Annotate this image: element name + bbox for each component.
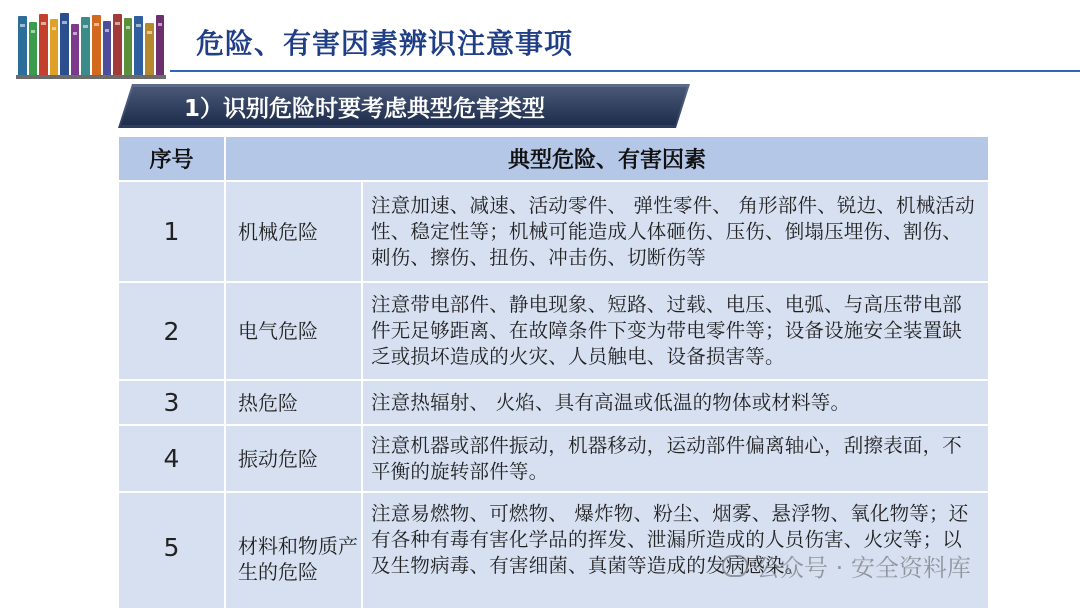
row-number: 5	[118, 492, 225, 608]
book-spine	[18, 16, 27, 76]
book-spine	[134, 16, 143, 76]
watermark	[722, 548, 971, 583]
row-number: 1	[118, 181, 225, 282]
table-row	[118, 425, 989, 492]
hazard-name: 材料和物质产生的危险	[225, 492, 362, 608]
table-row	[118, 181, 989, 282]
hazard-name: 电气危险	[225, 282, 362, 380]
table-row	[118, 282, 989, 380]
book-spine	[81, 17, 90, 76]
section-title: 1）识别危险时要考虑典型危害类型	[184, 96, 546, 122]
wechat-icon	[722, 555, 748, 577]
book-spine	[103, 21, 112, 76]
row-number: 4	[118, 425, 225, 492]
bookshelf-logo	[18, 12, 164, 76]
section-banner	[118, 84, 690, 128]
book-spine	[60, 13, 69, 76]
header-factors: 典型危险、有害因素	[225, 136, 989, 181]
table-header-row	[118, 136, 989, 181]
book-spine	[50, 19, 59, 76]
book-spine	[156, 15, 165, 76]
shelf	[16, 75, 166, 79]
hazard-description: 注意带电部件、静电现象、短路、过载、电压、电弧、与高压带电部件无足够距离、在故障条件下变为带电零件等；设备设施安全装置缺乏或损坏造成的火灾、人员触电、设备损害等。	[362, 282, 989, 380]
book-spine	[71, 24, 80, 76]
book-spine	[92, 15, 101, 76]
page-title: 危险、有害因素辨识注意事项	[196, 27, 574, 60]
hazard-name: 热危险	[225, 380, 362, 425]
row-number: 2	[118, 282, 225, 380]
hazard-name: 振动危险	[225, 425, 362, 492]
row-number: 3	[118, 380, 225, 425]
hazard-name: 机械危险	[225, 181, 362, 282]
header-no: 序号	[118, 136, 225, 181]
book-spine	[113, 14, 122, 76]
book-spine	[39, 14, 48, 76]
watermark-text: 公众号 · 安全资料库	[756, 554, 971, 582]
hazard-description: 注意热辐射、 火焰、具有高温或低温的物体或材料等。	[362, 380, 989, 425]
title-divider	[170, 70, 1080, 72]
table-row	[118, 380, 989, 425]
book-spine	[29, 22, 38, 76]
hazard-table	[117, 135, 990, 608]
book-spine	[145, 23, 154, 76]
book-spine	[124, 18, 133, 76]
hazard-description: 注意易燃物、可燃物、 爆炸物、粉尘、烟雾、悬浮物、氧化物等；还有各种有毒有害化学品的挥发、泄漏所造成的人员伤害、火灾等；以及生物病毒、有害细菌、真菌等造成的发病感染。	[362, 492, 989, 608]
hazard-description: 注意加速、减速、活动零件、 弹性零件、 角形部件、锐边、机械活动性、稳定性等；机械可能造成人体砸伤、压伤、倒塌压埋伤、割伤、刺伤、擦伤、扭伤、冲击伤、切断伤等	[362, 181, 989, 282]
hazard-description: 注意机器或部件振动，机器移动，运动部件偏离轴心，刮擦表面，不平衡的旋转部件等。	[362, 425, 989, 492]
